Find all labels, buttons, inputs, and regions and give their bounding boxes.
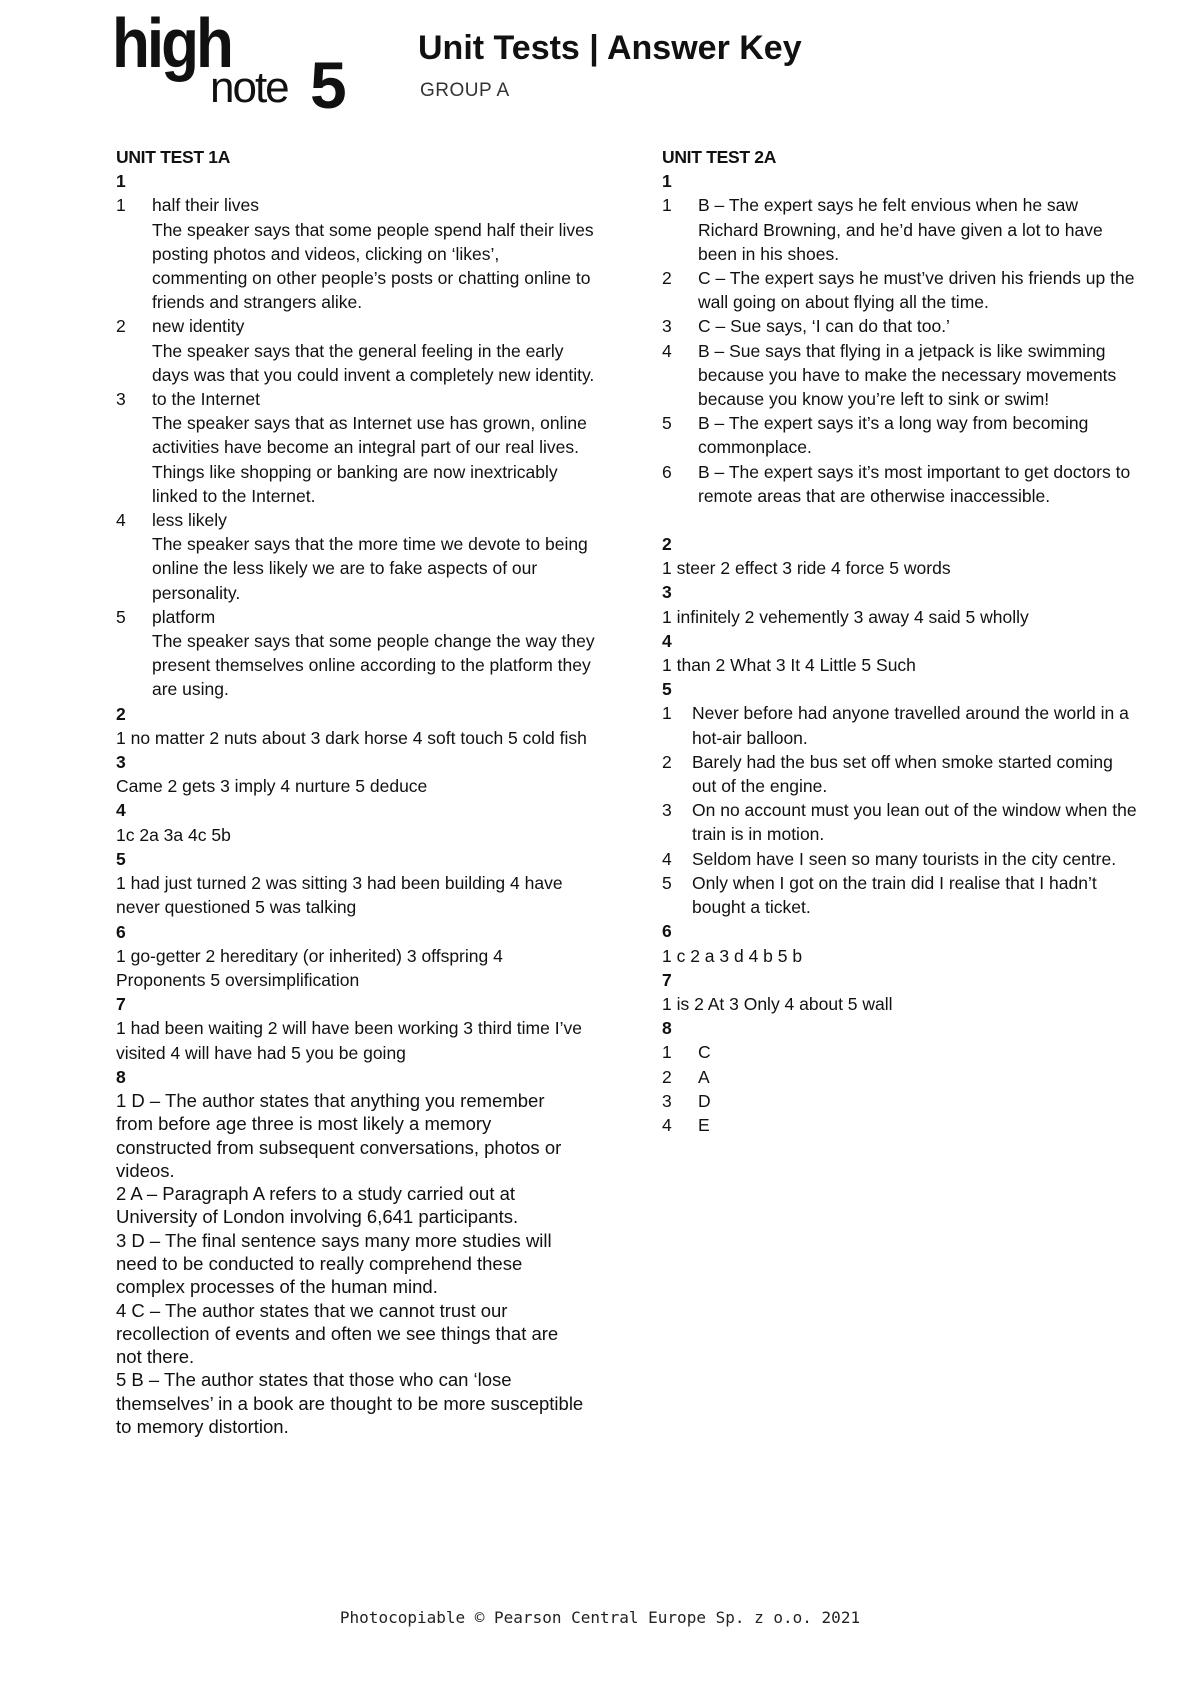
list-item: 3 D	[662, 1090, 711, 1111]
section-4-answers: 1 than 2 What 3 It 4 Little 5 Such	[662, 655, 916, 676]
unit-test-1a-title: UNIT TEST 1A	[116, 147, 231, 167]
answer: less likely	[152, 510, 227, 531]
list-item: 5 B – The author states that those who can ‘lose themselves’ in a book are thought to be more susceptible to memory distortion.	[116, 1369, 584, 1438]
logo-high: high	[112, 5, 231, 83]
explanation: The speaker says that the general feeling in the early days was that you could invent a completely new identity.	[152, 340, 595, 385]
list-item: 4 B – Sue says that flying in a jetpack is like swimming because you have to make the necessary movements because you know you’re left to sink or swim!	[662, 340, 1117, 410]
list-item: 1 B – The expert says he felt envious when he saw Richard Browning, and he’d have given a lot to have been in his shoes.	[662, 195, 1103, 264]
logo-number: 5	[310, 48, 347, 122]
section-6-answers: 1 go-getter 2 hereditary (or inherited) 3 offspring 4 Proponents 5 oversimplification	[116, 945, 503, 990]
explanation: The speaker says that as Internet use has grown, online activities have become an integral part of our real lives. Things like shopping or banking are now inextricably linked to the Internet.	[152, 413, 587, 506]
list-item: 4 C – The author states that we cannot trust our recollection of events and often we see things that are not there.	[116, 1299, 559, 1368]
section-2-answers: 1 no matter 2 nuts about 3 dark horse 4 soft touch 5 cold fish	[116, 727, 587, 748]
list-item: 4 less likely The speaker says that the more time we devote to being online the less likely we are to fake aspects of our personality.	[116, 508, 596, 605]
section-8-answers	[116, 1089, 586, 1438]
logo-note: note	[210, 63, 288, 112]
list-item: 2 A	[662, 1066, 710, 1087]
explanation: The speaker says that some people change the way they present themselves online according to the platform they are using.	[152, 631, 595, 700]
list-item: 6 B – The expert says it’s most important to get doctors to remote areas that are otherwise inaccessible.	[662, 461, 1131, 506]
list-item: 2 C – The expert says he must’ve driven his friends up the wall going on about flying all the time.	[662, 268, 1135, 313]
answer: to the Internet	[152, 389, 260, 410]
section-6-number: 6	[662, 921, 672, 942]
section-7-number: 7	[116, 994, 126, 1015]
section-3-number: 3	[116, 752, 126, 773]
section-5-number: 5	[116, 848, 126, 869]
answer: new identity	[152, 316, 245, 337]
group-label: GROUP A	[420, 80, 510, 101]
section-4-number: 4	[662, 630, 672, 651]
section-8-number: 8	[116, 1066, 126, 1087]
list-item: 3 D – The final sentence says many more studies will need to be conducted to really comprehend these complex processes of the human mind.	[116, 1229, 552, 1298]
list-item: 2 A – Paragraph A refers to a study carried out at University of London involving 6,641 participants.	[116, 1183, 519, 1228]
list-item: 2 Barely had the bus set off when smoke started coming out of the engine.	[662, 751, 1113, 797]
section-3-answers: Came 2 gets 3 imply 4 nurture 5 deduce	[116, 776, 428, 797]
list-item: 1 half their lives The speaker says that some people spend half their lives posting photos and videos, clicking on ‘likes’, commenting on other people’s posts or chatting online to friends and strangers alike.	[116, 193, 596, 314]
unit-test-2a-title: UNIT TEST 2A	[662, 147, 777, 167]
section-7-answers: 1 had been waiting 2 will have been working 3 third time I’ve visited 4 will have had 5 you be going	[116, 1018, 582, 1063]
list-item: 3 C – Sue says, ‘I can do that too.’	[662, 316, 950, 337]
list-item: 5 Only when I got on the train did I realise that I hadn’t bought a ticket.	[662, 872, 1097, 918]
section-5-number: 5	[662, 679, 672, 700]
answer: platform	[152, 606, 216, 627]
section-2-number: 2	[662, 534, 672, 555]
section-4-number: 4	[116, 800, 126, 821]
list-item: 5 B – The expert says it’s a long way from becoming commonplace.	[662, 413, 1089, 458]
copyright-footer: Photocopiable © Pearson Central Europe Sp. z o.o. 2021	[339, 1608, 861, 1627]
list-item: 1 Never before had anyone travelled around the world in a hot-air balloon.	[662, 703, 1129, 748]
section-7-answers: 1 is 2 At 3 Only 4 about 5 wall	[662, 993, 893, 1014]
section-3-answers: 1 infinitely 2 vehemently 3 away 4 said 5 wholly	[662, 606, 1029, 627]
section-1-number: 1	[662, 171, 672, 192]
unit-test-2a-column	[662, 145, 1142, 1137]
list-item: 1 D – The author states that anything you remember from before age three is most likely a memory constructed from subsequent conversations, photos or videos.	[116, 1089, 562, 1181]
list-item: 3 On no account must you lean out of the window when the train is in motion.	[662, 800, 1137, 845]
page-title: Unit Tests | Answer Key	[418, 29, 802, 67]
section-4-answers: 1c 2a 3a 4c 5b	[116, 824, 231, 845]
section-7-number: 7	[662, 969, 672, 990]
list-item: 4 Seldom have I seen so many tourists in the city centre.	[662, 848, 1117, 869]
list-item: 5 platform The speaker says that some people change the way they present themselves online according to the platform they are using.	[116, 605, 596, 702]
section-6-answers: 1 c 2 a 3 d 4 b 5 b	[662, 945, 803, 966]
explanation: The speaker says that some people spend half their lives posting photos and videos, clicking on ‘likes’, commenting on other people’s posts or chatting online to friends and strangers alike.	[152, 219, 594, 313]
section-5-answers: 1 had just turned 2 was sitting 3 had been building 4 have never questioned 5 was talking	[116, 873, 563, 918]
section-6-number: 6	[116, 921, 126, 942]
explanation: The speaker says that the more time we devote to being online the less likely we are to fake aspects of our personality.	[152, 534, 588, 603]
high-note-5-logo	[112, 5, 362, 122]
list-item: 4 E	[662, 1114, 710, 1135]
unit-test-1a-column	[116, 145, 596, 1438]
list-item: 3 to the Internet The speaker says that as Internet use has grown, online activities have become an integral part of our real lives. Things like shopping or banking are now inextricably linked to the Internet.	[116, 387, 596, 508]
section-1-number: 1	[116, 171, 126, 192]
answer: half their lives	[152, 195, 259, 216]
list-item: 2 new identity The speaker says that the general feeling in the early days was that you could invent a completely new identity.	[116, 314, 596, 387]
section-2-answers: 1 steer 2 effect 3 ride 4 force 5 words	[662, 558, 951, 579]
section-2-number: 2	[116, 703, 126, 724]
section-8-number: 8	[662, 1018, 672, 1039]
list-item: 1 C	[662, 1042, 711, 1063]
section-3-number: 3	[662, 582, 672, 603]
